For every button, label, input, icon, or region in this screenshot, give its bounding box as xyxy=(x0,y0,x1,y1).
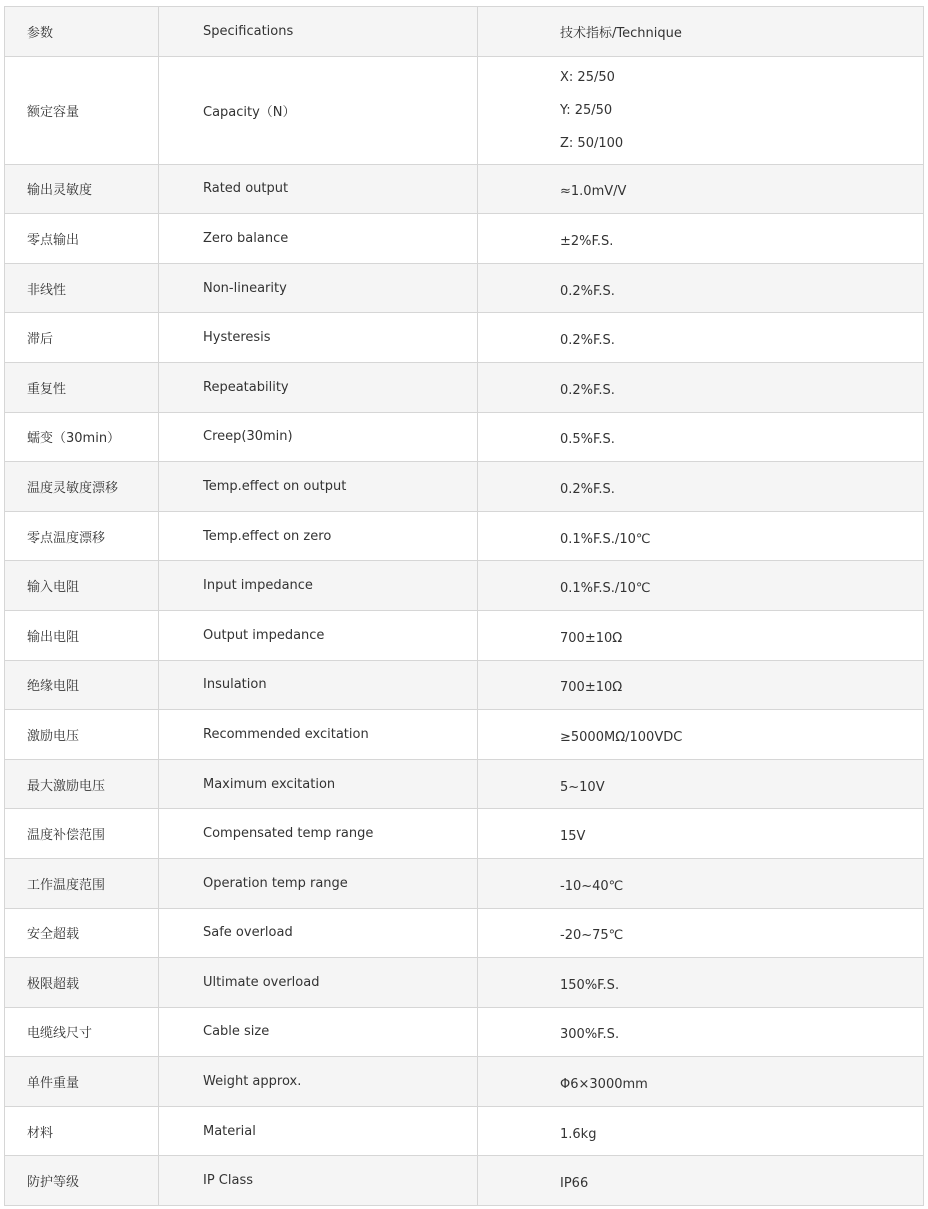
value-cell xyxy=(478,313,924,363)
param-cell: 防护等级 xyxy=(5,1156,159,1206)
spec-cell: IP Class xyxy=(159,1156,478,1206)
spec-value-text: ≈1.0mV/V xyxy=(560,184,627,200)
param-cell: 输出灵敏度 xyxy=(5,164,159,214)
spec-cell: Input impedance xyxy=(159,561,478,611)
capacity-y: Y: 25/50 xyxy=(560,102,613,118)
table-row xyxy=(5,1156,924,1206)
value-cell xyxy=(478,263,924,313)
spec-cell: Temp.effect on output xyxy=(159,462,478,512)
capacity-values xyxy=(478,56,924,164)
spec-cell: Insulation xyxy=(159,660,478,710)
header-technique: 技术指标/Technique xyxy=(478,7,924,57)
spec-value-text: 150%F.S. xyxy=(560,977,620,993)
spec-cell: Ultimate overload xyxy=(159,958,478,1008)
spec-value-text: 0.2%F.S. xyxy=(560,382,615,398)
param-cell: 蠕变（30min） xyxy=(5,412,159,462)
table-row xyxy=(5,1007,924,1057)
capacity-z: Z: 50/100 xyxy=(560,135,624,151)
spec-value-text: 0.2%F.S. xyxy=(560,333,615,349)
value-cell xyxy=(478,1156,924,1206)
spec-value-text: 0.5%F.S. xyxy=(560,432,615,448)
table-row xyxy=(5,561,924,611)
value-cell xyxy=(478,908,924,958)
param-cell: 输入电阻 xyxy=(5,561,159,611)
table-row xyxy=(5,214,924,264)
param-cell: 非线性 xyxy=(5,263,159,313)
param-cell: 重复性 xyxy=(5,362,159,412)
spec-value-text: 0.2%F.S. xyxy=(560,283,615,299)
spec-value-text: 700±10Ω xyxy=(560,630,623,646)
param-cell: 单件重量 xyxy=(5,1057,159,1107)
capacity-spec: Capacity（N） xyxy=(159,56,478,164)
param-cell: 极限超载 xyxy=(5,958,159,1008)
value-cell xyxy=(478,462,924,512)
spec-value-text: 0.1%F.S./10℃ xyxy=(560,531,651,547)
value-cell xyxy=(478,958,924,1008)
spec-cell: Temp.effect on zero xyxy=(159,511,478,561)
spec-cell: Compensated temp range xyxy=(159,809,478,859)
capacity-row xyxy=(5,56,924,164)
value-cell xyxy=(478,412,924,462)
spec-value-text: 1.6kg xyxy=(560,1126,597,1142)
spec-value-text: ±2%F.S. xyxy=(560,233,614,249)
table-row xyxy=(5,759,924,809)
table-row xyxy=(5,908,924,958)
value-cell xyxy=(478,1007,924,1057)
value-cell xyxy=(478,759,924,809)
param-cell: 绝缘电阻 xyxy=(5,660,159,710)
value-cell xyxy=(478,1106,924,1156)
table-row xyxy=(5,511,924,561)
value-cell xyxy=(478,710,924,760)
spec-value-text: 15V xyxy=(560,829,586,845)
spec-cell: Operation temp range xyxy=(159,858,478,908)
spec-cell: Material xyxy=(159,1106,478,1156)
spec-value-text: -10~40℃ xyxy=(560,878,624,894)
value-cell xyxy=(478,362,924,412)
table-row xyxy=(5,858,924,908)
param-cell: 激励电压 xyxy=(5,710,159,760)
spec-value-text: -20~75℃ xyxy=(560,928,624,944)
spec-cell: Hysteresis xyxy=(159,313,478,363)
spec-value-text: 5~10V xyxy=(560,779,605,795)
value-cell xyxy=(478,858,924,908)
value-cell xyxy=(478,214,924,264)
table-row xyxy=(5,462,924,512)
spec-table-body xyxy=(5,7,924,1206)
spec-cell: Weight approx. xyxy=(159,1057,478,1107)
value-cell xyxy=(478,809,924,859)
spec-cell: Creep(30min) xyxy=(159,412,478,462)
capacity-x: X: 25/50 xyxy=(560,69,615,85)
param-cell: 零点温度漂移 xyxy=(5,511,159,561)
table-row xyxy=(5,263,924,313)
table-row xyxy=(5,164,924,214)
header-param: 参数 xyxy=(5,7,159,57)
param-cell: 电缆线尺寸 xyxy=(5,1007,159,1057)
param-cell: 温度灵敏度漂移 xyxy=(5,462,159,512)
spec-value-text: 0.1%F.S./10℃ xyxy=(560,581,651,597)
spec-cell: Cable size xyxy=(159,1007,478,1057)
table-row xyxy=(5,1106,924,1156)
spec-value-text: 0.2%F.S. xyxy=(560,481,615,497)
value-cell xyxy=(478,660,924,710)
spec-cell: Rated output xyxy=(159,164,478,214)
param-cell: 安全超载 xyxy=(5,908,159,958)
table-row xyxy=(5,610,924,660)
table-row xyxy=(5,809,924,859)
table-row xyxy=(5,313,924,363)
table-row xyxy=(5,362,924,412)
value-cell xyxy=(478,561,924,611)
spec-value-text: Φ6×3000mm xyxy=(560,1077,648,1093)
value-cell xyxy=(478,164,924,214)
spec-table xyxy=(4,6,924,1206)
header-row xyxy=(5,7,924,57)
param-cell: 输出电阻 xyxy=(5,610,159,660)
spec-value-text: IP66 xyxy=(560,1176,589,1192)
header-spec: Specifications xyxy=(159,7,478,57)
param-cell: 工作温度范围 xyxy=(5,858,159,908)
table-row xyxy=(5,958,924,1008)
spec-cell: Zero balance xyxy=(159,214,478,264)
spec-cell: Recommended excitation xyxy=(159,710,478,760)
spec-cell: Repeatability xyxy=(159,362,478,412)
param-cell: 温度补偿范围 xyxy=(5,809,159,859)
table-row xyxy=(5,1057,924,1107)
table-row xyxy=(5,660,924,710)
spec-cell: Safe overload xyxy=(159,908,478,958)
value-cell xyxy=(478,511,924,561)
param-cell: 材料 xyxy=(5,1106,159,1156)
value-cell xyxy=(478,1057,924,1107)
spec-cell: Non-linearity xyxy=(159,263,478,313)
spec-value-text: ≥5000MΩ/100VDC xyxy=(560,729,683,745)
capacity-param: 额定容量 xyxy=(5,56,159,164)
spec-cell: Output impedance xyxy=(159,610,478,660)
param-cell: 最大激励电压 xyxy=(5,759,159,809)
param-cell: 零点输出 xyxy=(5,214,159,264)
spec-value-text: 700±10Ω xyxy=(560,680,623,696)
spec-value-text: 300%F.S. xyxy=(560,1027,620,1043)
spec-cell: Maximum excitation xyxy=(159,759,478,809)
value-cell xyxy=(478,610,924,660)
table-row xyxy=(5,710,924,760)
table-row xyxy=(5,412,924,462)
param-cell: 滞后 xyxy=(5,313,159,363)
